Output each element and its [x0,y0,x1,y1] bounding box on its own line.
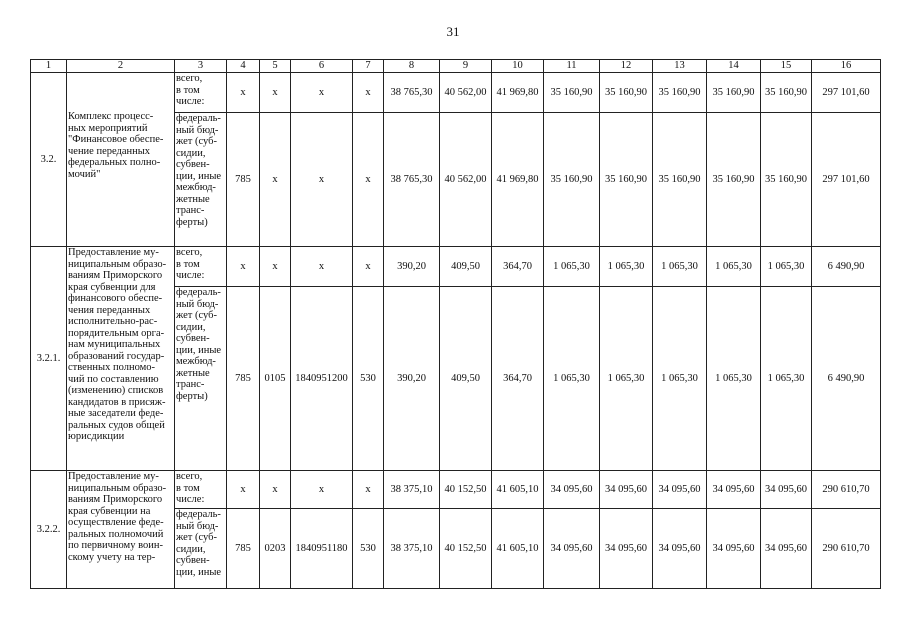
amount-cell: 1 065,30 [761,247,812,287]
header-cell: 4 [227,60,260,73]
amount-cell: 34 095,60 [653,509,707,589]
amount-cell: 35 160,90 [653,113,707,247]
amount-cell: 34 095,60 [707,471,761,509]
amount-cell: 34 095,60 [544,471,600,509]
amount-cell: 41 969,80 [492,73,544,113]
amount-cell: 35 160,90 [707,113,761,247]
code-cell-c7: 530 [353,509,384,589]
amount-cell: 409,50 [440,247,492,287]
amount-cell: 41 605,10 [492,509,544,589]
funding-source: всего, в том числе: [175,73,227,113]
amount-cell: 6 490,90 [812,287,881,471]
row-code: 3.2.2. [31,471,67,589]
amount-cell: 34 095,60 [761,509,812,589]
header-cell: 13 [653,60,707,73]
amount-cell: 41 969,80 [492,113,544,247]
code-cell-c5: 0203 [260,509,291,589]
code-cell-c5: x [260,471,291,509]
code-cell-c4: 785 [227,113,260,247]
code-cell-c6: 1840951200 [291,287,353,471]
header-cell: 9 [440,60,492,73]
code-cell-c6: 1840951180 [291,509,353,589]
code-cell-c4: x [227,247,260,287]
code-cell-c4: x [227,73,260,113]
amount-cell: 1 065,30 [653,247,707,287]
amount-cell: 38 765,30 [384,73,440,113]
amount-cell: 38 765,30 [384,113,440,247]
header-cell: 15 [761,60,812,73]
amount-cell: 364,70 [492,247,544,287]
header-cell: 6 [291,60,353,73]
amount-cell: 40 152,50 [440,471,492,509]
funding-source: федераль- ный бюд- жет (суб- сидии, субвен- ции, иные [175,509,227,589]
header-cell: 11 [544,60,600,73]
amount-cell: 34 095,60 [600,509,653,589]
header-cell: 10 [492,60,544,73]
budget-table [30,59,881,589]
amount-cell: 35 160,90 [653,73,707,113]
header-cell: 8 [384,60,440,73]
amount-cell: 34 095,60 [761,471,812,509]
funding-source: всего, в том числе: [175,247,227,287]
header-cell: 5 [260,60,291,73]
funding-source: всего, в том числе: [175,471,227,509]
code-cell-c4: x [227,471,260,509]
amount-cell: 1 065,30 [653,287,707,471]
amount-cell: 390,20 [384,247,440,287]
header-cell: 14 [707,60,761,73]
code-cell-c7: x [353,113,384,247]
amount-cell: 35 160,90 [707,73,761,113]
amount-cell: 34 095,60 [600,471,653,509]
code-cell-c5: x [260,247,291,287]
row-code: 3.2.1. [31,247,67,471]
code-cell-c7: x [353,73,384,113]
code-cell-c5: x [260,113,291,247]
amount-cell: 364,70 [492,287,544,471]
amount-cell: 35 160,90 [761,73,812,113]
row-name: Комплекс процесс- ных мероприятий "Финансовое обеспе- чение переданных федеральных полно- мочий" [67,73,175,247]
amount-cell: 290 610,70 [812,471,881,509]
amount-cell: 34 095,60 [653,471,707,509]
amount-cell: 34 095,60 [707,509,761,589]
amount-cell: 34 095,60 [544,509,600,589]
amount-cell: 35 160,90 [761,113,812,247]
header-cell: 7 [353,60,384,73]
amount-cell: 6 490,90 [812,247,881,287]
code-cell-c6: x [291,113,353,247]
row-name: Предоставление му- ниципальным образо- ваниям Приморского края субвенции на осуществление феде- ральных полномочий по первичному воин- скому учету на тер- [67,471,175,589]
amount-cell: 409,50 [440,287,492,471]
amount-cell: 35 160,90 [600,113,653,247]
code-cell-c6: x [291,247,353,287]
amount-cell: 1 065,30 [707,287,761,471]
code-cell-c7: 530 [353,287,384,471]
amount-cell: 35 160,90 [544,113,600,247]
amount-cell: 1 065,30 [707,247,761,287]
amount-cell: 35 160,90 [600,73,653,113]
amount-cell: 1 065,30 [544,247,600,287]
amount-cell: 297 101,60 [812,113,881,247]
code-cell-c5: x [260,73,291,113]
amount-cell: 297 101,60 [812,73,881,113]
row-name: Предоставление му- ниципальным образо- ваниям Приморского края субвенции для финансового обеспе- чения переданных исполнительно-рас- порядительным орга- нам муниципальных образований государ- ственных полномо- чий по составлению (изменению) списков кандидатов в присяж- ные заседатели феде- ральных судов общей юрисдикции [67,247,175,471]
header-cell: 12 [600,60,653,73]
code-cell-c5: 0105 [260,287,291,471]
funding-source: федераль- ный бюд- жет (суб- сидии, субвен- ции, иные межбюд- жетные транс- ферты) [175,113,227,247]
header-row [31,60,881,73]
table-row [31,471,881,509]
code-cell-c6: x [291,471,353,509]
amount-cell: 41 605,10 [492,471,544,509]
amount-cell: 40 562,00 [440,73,492,113]
code-cell-c4: 785 [227,509,260,589]
table-row [31,73,881,113]
header-cell: 2 [67,60,175,73]
amount-cell: 35 160,90 [544,73,600,113]
amount-cell: 290 610,70 [812,509,881,589]
funding-source: федераль- ный бюд- жет (суб- сидии, субвен- ции, иные межбюд- жетные транс- ферты) [175,287,227,471]
amount-cell: 40 562,00 [440,113,492,247]
amount-cell: 38 375,10 [384,509,440,589]
header-cell: 1 [31,60,67,73]
row-code: 3.2. [31,73,67,247]
amount-cell: 1 065,30 [600,247,653,287]
code-cell-c6: x [291,73,353,113]
amount-cell: 1 065,30 [544,287,600,471]
amount-cell: 38 375,10 [384,471,440,509]
amount-cell: 40 152,50 [440,509,492,589]
amount-cell: 390,20 [384,287,440,471]
amount-cell: 1 065,30 [761,287,812,471]
header-cell: 3 [175,60,227,73]
code-cell-c4: 785 [227,287,260,471]
page-number: 31 [446,24,460,39]
code-cell-c7: x [353,247,384,287]
code-cell-c7: x [353,471,384,509]
amount-cell: 1 065,30 [600,287,653,471]
table-row [31,247,881,287]
header-cell: 16 [812,60,881,73]
